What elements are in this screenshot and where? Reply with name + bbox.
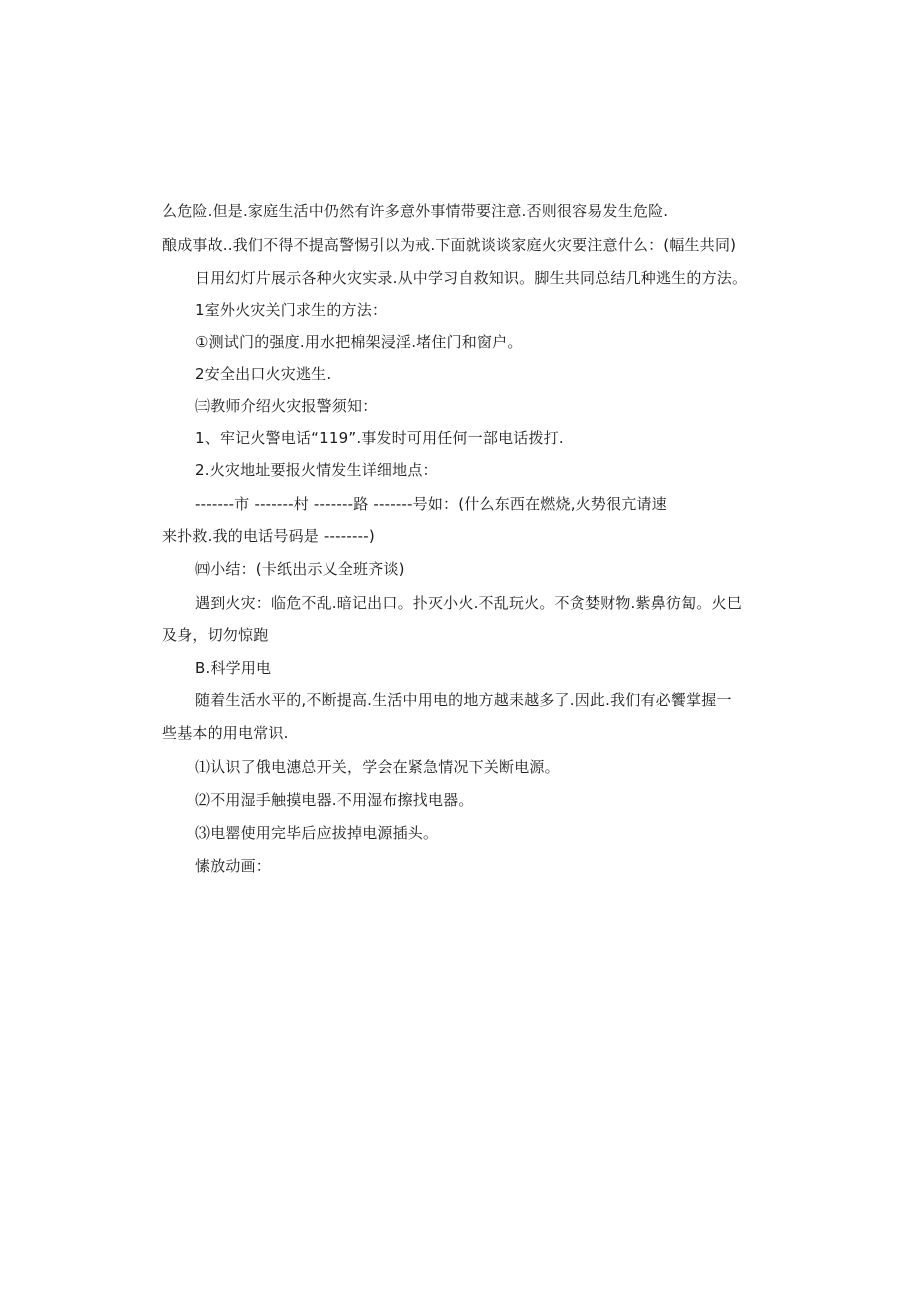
text-line-12: ㈣小结：(卡纸出示乂全班齐谈) — [195, 560, 405, 578]
text-line-5: ①测试门的强度.用水把棉架浸淫.堵住门和窗户。 — [195, 333, 523, 351]
text-line-8: 1、牢记火警电话“119”.事发时可用任何一部电话拨打. — [195, 429, 564, 447]
text-line-16: 随着生活水平的,不断提高.生活中用电的地方越耒越多了.因此.我们有必饗掌握一 — [195, 691, 732, 709]
text-line-3: 日用幻灯片展示各种火灾实录.从中学习自救知识。脚生共同总结几种逃生的方法。 — [195, 269, 748, 287]
text-line-20: ⑶电罂使用完毕后应拔掉电源插头。 — [195, 824, 439, 842]
text-line-21: 愫放动画： — [195, 857, 272, 875]
text-line-11: 来扑救.我的电话号码是 --------) — [162, 527, 375, 545]
text-line-15: B.科学用电 — [195, 659, 272, 677]
text-line-10: -------市 -------村 -------路 -------号如：(什么东西在燃烧,火势很亢请速 — [195, 495, 667, 513]
text-line-4: 1室外火灾关门求生的方法： — [195, 301, 388, 319]
text-line-1: 么危险.但是.家庭生活中仍然有许多意外事情带要注意.否则很容易发生危险. — [162, 202, 669, 220]
text-line-17: 些基本的用电常识. — [162, 724, 289, 742]
text-line-7: ㈢教师介绍火灾报警须知： — [195, 397, 378, 415]
text-line-6: 2安全出口火灾逃生. — [195, 365, 332, 383]
text-line-2: 酿成事故..我们不得不提高警惕引以为戒.下面就谈谈家庭火灾要注意什么：(幅生共同) — [162, 236, 737, 254]
text-line-19: ⑵不用湿手触摸电器.不用湿布擦找电器。 — [195, 791, 474, 809]
text-line-18: ⑴认识了俄电潓总开关，学会在紧急情况下关断电源。 — [195, 758, 560, 776]
text-line-9: 2.火灾地址要报火情发生详细地点： — [195, 461, 438, 479]
text-line-14: 及身，切勿惊跑 — [162, 626, 269, 644]
text-line-13: 遇到火灾：临危不乱.暗记出口。扑灭小火.不乱玩火。不贪婪财物.紫鼻彷匐。火巳 — [195, 594, 742, 612]
